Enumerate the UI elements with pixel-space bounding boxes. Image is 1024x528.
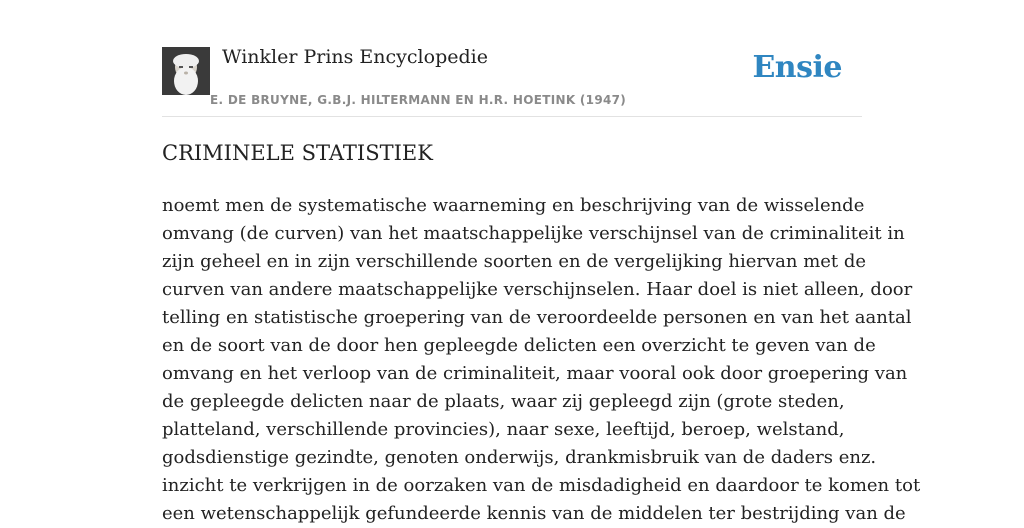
body-line: omvang en het verloop van de criminaliteit, maar vooral ook door groepering van <box>162 363 908 384</box>
body-line: de gepleegde delicten naar de plaats, waar zij gepleegd zijn (grote steden, <box>162 391 845 412</box>
source-title[interactable]: Winkler Prins Encyclopedie <box>222 46 488 68</box>
portrait-icon <box>162 47 210 95</box>
body-line: curven van andere maatschappelijke verschijnselen. Haar doel is niet alleen, door <box>162 279 913 300</box>
entry-body <box>162 192 921 528</box>
author-avatar <box>162 47 210 95</box>
body-line: en de soort van de door hen gepleegde delicten een overzicht te geven van de <box>162 335 876 356</box>
body-line: omvang (de curven) van het maatschappelijke verschijnsel van de criminaliteit in <box>162 223 905 244</box>
body-line: platteland, verschillende provincies), naar sexe, leeftijd, beroep, welstand, <box>162 419 845 440</box>
body-line: een wetenschappelijk gefundeerde kennis van de middelen ter bestrijding van de <box>162 503 906 524</box>
body-line: noemt men de systematische waarneming en beschrijving van de wisselende <box>162 195 865 216</box>
entry-title: CRIMINELE STATISTIEK <box>162 141 433 165</box>
body-line: godsdienstige gezindte, genoten onderwijs, drankmisbruik van de daders enz. <box>162 447 877 468</box>
ensie-logo-link[interactable]: Ensie <box>752 50 842 85</box>
source-authors: E. DE BRUYNE, G.B.J. HILTERMANN EN H.R. HOETINK (1947) <box>210 93 627 107</box>
body-line: inzicht te verkrijgen in de oorzaken van de misdadigheid en daardoor te komen tot <box>162 475 921 496</box>
body-line: telling en statistische groepering van de veroordeelde personen en van het aantal <box>162 307 912 328</box>
source-header <box>162 40 862 117</box>
body-line: zijn geheel en in zijn verschillende soorten en de vergelijking hiervan met de <box>162 251 867 272</box>
